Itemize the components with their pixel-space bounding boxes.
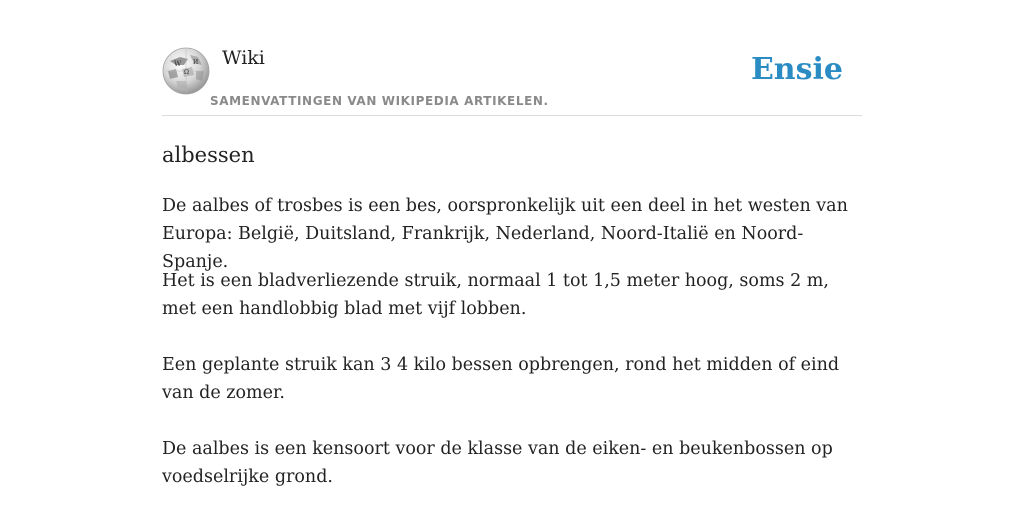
article-title: albessen — [162, 143, 255, 167]
article-paragraph: Een geplante struik kan 3 4 kilo bessen opbrengen, rond het midden of eind van de zomer. — [162, 355, 840, 403]
svg-text:И: И — [193, 59, 199, 66]
svg-text:Ω: Ω — [184, 69, 189, 76]
svg-text:W: W — [174, 60, 182, 68]
article-paragraph: De aalbes is een kensoort voor de klasse van de eiken- en beukenbossen op voedselrijke grond. — [162, 439, 833, 487]
article-paragraph: Het is een bladverliezende struik, normaal 1 tot 1,5 meter hoog, soms 2 m, met een handlobbig blad met vijf lobben. — [162, 271, 829, 319]
header-divider — [162, 115, 862, 116]
brand-logo[interactable]: Ensie — [750, 52, 843, 87]
site-tagline: SAMENVATTINGEN VAN WIKIPEDIA ARTIKELEN. — [210, 94, 549, 108]
wikipedia-globe-icon[interactable] — [162, 47, 210, 95]
article-paragraph: De aalbes of trosbes is een bes, oorspronkelijk uit een deel in het westen van Europa: België, Duitsland, Frankrijk, Nederland, Noord-Italië en Noord-Spanje. — [162, 196, 848, 272]
site-label[interactable]: Wiki — [222, 47, 265, 69]
